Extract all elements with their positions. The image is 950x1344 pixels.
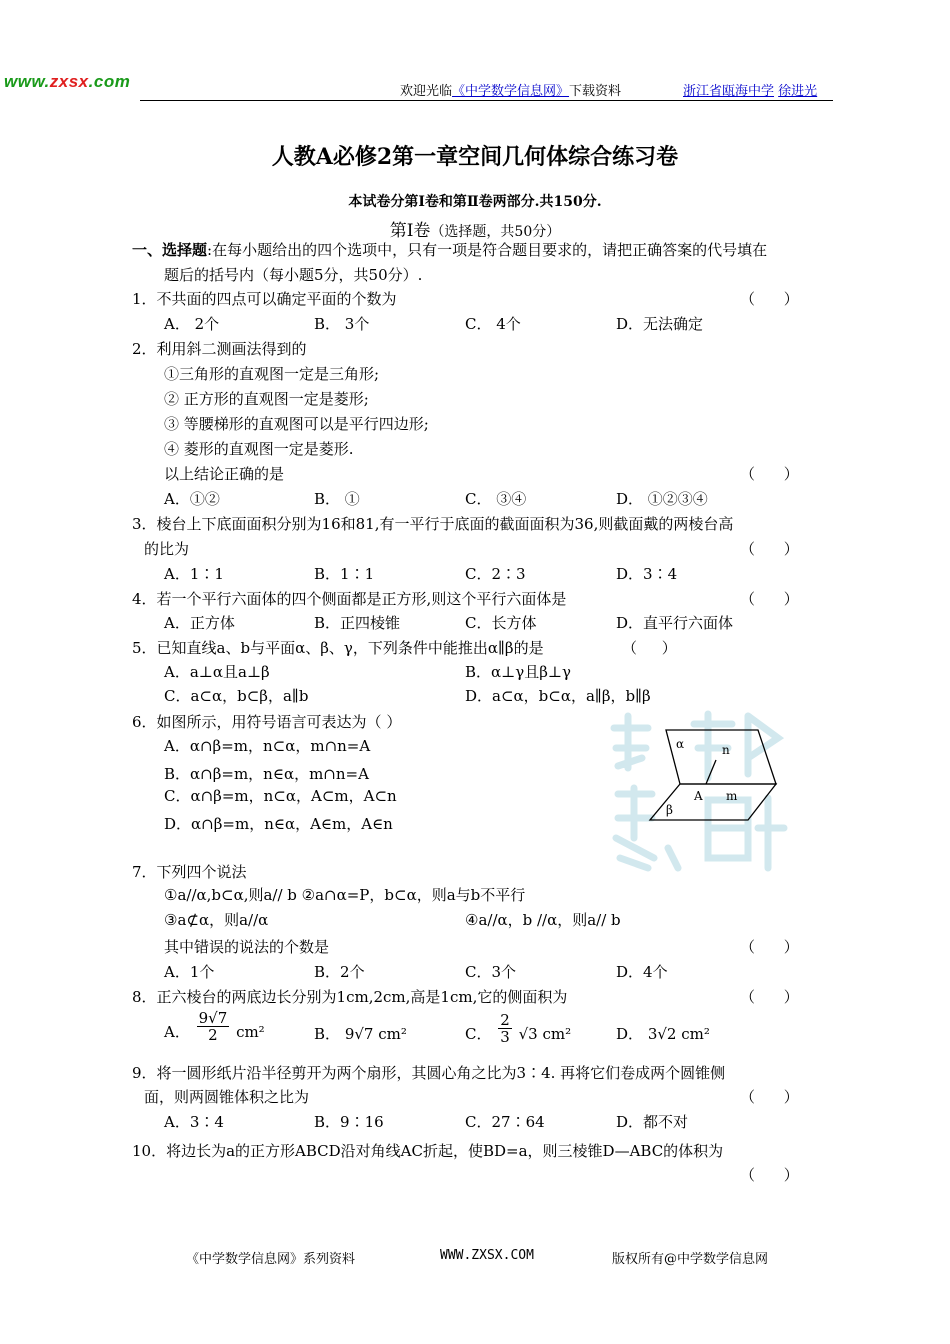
question-ask: 其中错误的说法的个数是 (164, 938, 330, 956)
option-a: A．①② (164, 490, 220, 508)
label-n: n (722, 743, 730, 757)
option-c: C．长方体 (465, 614, 537, 632)
radical: √3 (518, 1025, 538, 1043)
option-a: A．1∶1 (164, 565, 224, 583)
footer-left: 《中学数学信息网》系列资料 (186, 1252, 356, 1267)
answer-paren: （ ） (740, 938, 811, 956)
question-stem: 4．若一个平行六面体的四个侧面都是正方形,则这个平行六面体是 (132, 590, 567, 608)
page-subtitle: 本试卷分第Ⅰ卷和第Ⅱ卷两部分.共150分. (348, 194, 602, 210)
unit: cm² (236, 1023, 265, 1041)
statement: ③ 等腰梯形的直观图可以是平行四边形; (164, 415, 429, 433)
answer-paren: （ ） (740, 290, 811, 308)
option-d: D．4个 (616, 963, 668, 981)
header-welcome (400, 80, 621, 99)
option-label: B． (314, 1025, 341, 1043)
unit: cm² (681, 1025, 710, 1043)
statement: ② 正方形的直观图一定是菱形; (164, 390, 369, 408)
option-d: D． ①②③④ (616, 490, 708, 508)
section-intro-line1: :在每小题给出的四个选项中，只有一项是符合题目要求的，请把正确答案的代号填在 (207, 241, 768, 259)
question-stem: 3．棱台上下底面面积分别为16和81,有一平行于底面的截面面积为36,则截面戴的两棱台高 (132, 515, 734, 533)
option-c: C．a⊂α，b⊂β，a∥b (164, 687, 309, 705)
statement: ③a⊄α，则a//α (164, 911, 269, 929)
option-c: C． 4个 (465, 315, 521, 333)
question-stem-cont: 的比为 (144, 540, 190, 558)
fraction-numerator: 9√7 (198, 1008, 228, 1027)
question-stem: 8．正六棱台的两底边长分别为1cm,2cm,高是1cm,它的侧面积为 (132, 988, 568, 1006)
option-d: D．3∶4 (616, 565, 678, 583)
section-intro (132, 238, 767, 262)
header-author (683, 80, 817, 99)
option-value: 3√2 (647, 1025, 677, 1043)
option-b: B．正四棱锥 (314, 614, 401, 632)
option-c: C．3个 (465, 963, 517, 981)
question-stem: 5．已知直线a、b与平面α、β、γ，下列条件中能推出α∥β的是 (132, 639, 544, 657)
answer-paren: （ ） (740, 540, 811, 558)
section-intro-line2: 题后的括号内（每小题5分，共50分）. (164, 266, 423, 284)
option-label: D． (616, 1025, 644, 1043)
label-alpha: α (676, 737, 685, 751)
fraction (498, 1012, 512, 1045)
option-b: B．1∶1 (314, 565, 375, 583)
question-stem: 10．将边长为a的正方形ABCD沿对角线AC折起，使BD=a，则三棱锥D—ABC的体积为 (132, 1142, 724, 1160)
site-link[interactable]: 《中学数学信息网》 (452, 84, 570, 99)
option-label: A． (164, 1023, 190, 1041)
footer-middle: WWW.ZXSX.COM (440, 1248, 534, 1263)
option-d: D．直平行六面体 (616, 614, 734, 632)
option-c: C．α∩β=m，n⊂α，A⊂m，A⊂n (164, 787, 397, 805)
option-b: B． 3个 (314, 315, 370, 333)
statement: ①三角形的直观图一定是三角形; (164, 365, 380, 383)
section-heading: 一、选择题 (132, 241, 208, 259)
page-title: 人教A必修2第一章空间几何体综合练习卷 (271, 144, 679, 170)
option-c: C．27∶64 (465, 1113, 545, 1131)
welcome-prefix: 欢迎光临 (400, 84, 453, 99)
option-a: A．a⊥α且a⊥β (164, 663, 270, 681)
fraction-denominator: 3 (500, 1027, 510, 1046)
option-d: D．都不对 (616, 1113, 689, 1131)
fraction-numerator: 2 (500, 1010, 510, 1029)
option-c: C． ③④ (465, 490, 527, 508)
answer-paren: （ ） (740, 590, 811, 608)
question-stem: 2．利用斜二测画法得到的 (132, 340, 307, 358)
fraction (197, 1010, 230, 1043)
option-b: B．α⊥γ且β⊥γ (465, 663, 571, 681)
option-b: B．9∶16 (314, 1113, 384, 1131)
option-d (616, 1022, 710, 1046)
author-link[interactable]: 徐进光 (778, 84, 818, 99)
option-d: D．a⊂α，b⊂α，a∥β，b∥β (465, 687, 651, 705)
option-a: A．1个 (164, 963, 215, 981)
footer-right: 版权所有@中学数学信息网 (612, 1252, 769, 1267)
label-beta: β (666, 803, 673, 817)
answer-paren: （ ） (740, 1088, 811, 1106)
school-link[interactable]: 浙江省瓯海中学 (683, 84, 775, 99)
option-label: C． (465, 1025, 492, 1043)
option-a: A．α∩β=m，n⊂α，m∩n=A (164, 737, 371, 755)
answer-paren: （ ） (622, 639, 687, 657)
option-b (314, 1022, 407, 1046)
option-c: C．2∶3 (465, 565, 526, 583)
question-stem-cont: 面，则两圆锥体积之比为 (144, 1088, 310, 1106)
question-stem: 6．如图所示，用符号语言可表达为（ ） (132, 713, 402, 731)
option-d: D．无法确定 (616, 315, 704, 333)
volume-note: （选择题，共50分） (430, 224, 561, 240)
label-point-a: A (694, 789, 703, 803)
label-m: m (726, 789, 738, 803)
fraction-denominator: 2 (208, 1025, 218, 1044)
option-a: A．3∶4 (164, 1113, 224, 1131)
header-rule (140, 100, 833, 101)
welcome-suffix: 下载资料 (569, 84, 622, 99)
answer-paren: （ ） (740, 1166, 811, 1184)
site-logo: www.zxsx.com (4, 72, 131, 91)
volume-main: 第Ⅰ卷 (389, 221, 431, 241)
option-b: B．α∩β=m，n∈α，m∩n=A (164, 765, 369, 783)
answer-paren: （ ） (740, 988, 811, 1006)
question-stem: 7．下列四个说法 (132, 863, 247, 881)
statement: ①a//α,b⊂α,则a// b ②a∩α=P，b⊂α，则a与b不平行 (164, 886, 526, 904)
question-ask: 以上结论正确的是 (164, 465, 285, 483)
statement: ④ 菱形的直观图一定是菱形. (164, 440, 354, 458)
unit: cm² (542, 1025, 572, 1043)
option-d: D．α∩β=m，n∈α，A∈m，A∈n (164, 815, 393, 833)
planes-diagram (608, 708, 790, 876)
option-a: A． 2个 (164, 315, 220, 333)
unit: cm² (378, 1025, 407, 1043)
option-b: B． ① (314, 490, 360, 508)
option-value: 9√7 (344, 1025, 374, 1043)
question-stem: 9．将一圆形纸片沿半径剪开为两个扇形，其圆心角之比为3∶4. 再将它们卷成两个圆锥侧 (132, 1064, 726, 1082)
answer-paren: （ ） (740, 465, 811, 483)
option-a: A．正方体 (164, 614, 235, 632)
statement: ④a//α，b //α，则a// b (465, 911, 621, 929)
planes-figure (608, 708, 790, 876)
option-c (465, 1010, 572, 1046)
question-stem: 1．不共面的四点可以确定平面的个数为 (132, 290, 397, 308)
option-a (164, 1008, 265, 1062)
option-b: B．2个 (314, 963, 365, 981)
